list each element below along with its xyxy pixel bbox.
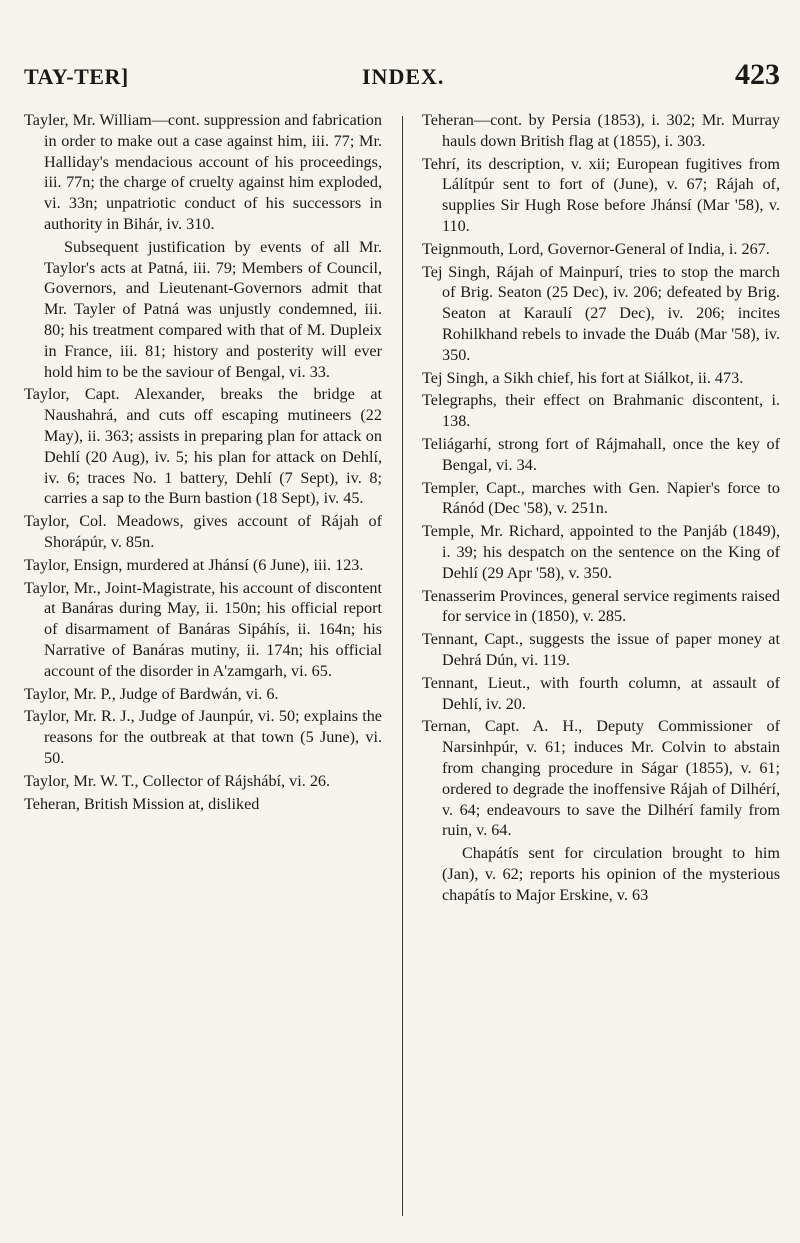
- index-entry: Templer, Capt., marches with Gen. Napier's force to Ránód (Dec '58), v. 251n.: [422, 478, 780, 518]
- index-entry: Tennant, Lieut., with fourth column, at assault of Dehlí, iv. 20.: [422, 673, 780, 713]
- running-head-range: TAY-TER]: [24, 64, 129, 89]
- index-entry: Taylor, Mr. P., Judge of Bardwán, vi. 6.: [24, 684, 279, 703]
- index-entry: Telegraphs, their effect on Brahmanic discontent, i. 138.: [422, 391, 780, 431]
- index-entry: Tej Singh, Rájah of Mainpurí, tries to stop the march of Brig. Seaton (25 Dec), iv. 206; defeated by Brig. Seaton at Karaulí (27 Dec), iv. 206; incites Rohilkhand rebels to invade the Duáb (Mar '58), iv. 350.: [422, 262, 780, 364]
- index-entry-continuation: Subsequent justification by events of all Mr. Taylor's acts at Patná, iii. 79; Members of Council, Governors, and Lieutenant-Governors admit that Mr. Tayler of Patná was unjustly condemned, iii. 80; his treatment compared with that of M. Dupleix in France, iii. 81; history and posterity will ever hold him to be the saviour of Bengal, vi. 33.: [44, 237, 382, 381]
- page-header: [24, 58, 780, 100]
- index-entry-continuation: Chapátís sent for circulation brought to him (Jan), v. 62; reports his opinion of the mysterious chapátís to Major Erskine, v. 63: [442, 844, 780, 904]
- index-entry: Tennant, Capt., suggests the issue of paper money at Dehrá Dún, vi. 119.: [422, 630, 780, 669]
- index-entry: Teheran—cont. by Persia (1853), i. 302; Mr. Murray hauls down British flag at (1855), i. 303.: [422, 111, 780, 150]
- page-number: 423: [735, 58, 780, 91]
- left-column: [24, 110, 382, 1210]
- index-entry: Temple, Mr. Richard, appointed to the Panjáb (1849), i. 39; his despatch on the sentence on the King of Dehlí (29 Apr '58), v. 350.: [422, 522, 780, 582]
- index-entry: Taylor, Mr., Joint-Magistrate, his account of discontent at Banáras during May, ii. 150n; his official report of disarmament of Banáras Sipáhís, ii. 164n; his Narrative of Banáras mutiny, ii. 174n; his official account of the disorder in A'zamgarh, vi. 65.: [24, 578, 382, 680]
- index-entry: Taylor, Ensign, murdered at Jhánsí (6 June), iii. 123.: [24, 555, 364, 574]
- column-divider: [402, 116, 403, 1216]
- index-entry: Taylor, Capt. Alexander, breaks the bridge at Naushahrá, and cuts off escaping mutineers (22 May), ii. 363; assists in preparing plan for attack on Dehlí (20 Aug), iv. 5; his plan for attack on Dehlí, iv. 6; traces No. 1 battery, Dehlí (7 Sept), iv. 8; carries a sap to the Burn bastion (18 Sept), iv. 45.: [24, 385, 382, 508]
- index-entry: Tej Singh, a Sikh chief, his fort at Siálkot, ii. 473.: [422, 368, 744, 387]
- index-entry: Tayler, Mr. William—cont. suppression and fabrication in order to make out a case against him, iii. 77; Mr. Halliday's mendacious account of his proceedings, iii. 77n; the charge of cruelty against him exploded, vi. 33n; unpatriotic conduct of his successors in authority in Bihár, iv. 310.: [24, 111, 382, 233]
- index-entry: Taylor, Mr. R. J., Judge of Jaunpúr, vi. 50; explains the reasons for the outbreak at that town (5 June), vi. 50.: [24, 707, 382, 767]
- index-entry: Taylor, Mr. W. T., Collector of Rájshábí, vi. 26.: [24, 771, 331, 790]
- index-entry: Ternan, Capt. A. H., Deputy Commissioner of Narsinhpúr, v. 61; induces Mr. Colvin to abstain from changing procedure in Ságar (1855), v. 61; ordered to degrade the inoffensive Rájah of Dilhérí, v. 64; endeavours to save the Dilhérí family from ruin, v. 64.: [422, 717, 780, 840]
- index-entry: Tehrí, its description, v. xii; European fugitives from Lálítpúr sent to fort of (June), v. 67; Rájah of, supplies Sir Hugh Rose before Jhánsí (Mar '58), v. 110.: [422, 154, 780, 235]
- index-entry: Teliágarhí, strong fort of Rájmahall, once the key of Bengal, vi. 34.: [422, 434, 780, 474]
- index-entry: Teheran, British Mission at, disliked: [24, 794, 260, 813]
- index-entry: Tenasserim Provinces, general service regiments raised for service in (1850), v. 285.: [422, 586, 780, 626]
- index-entry: Teignmouth, Lord, Governor-General of India, i. 267.: [422, 239, 770, 258]
- right-column: [422, 110, 780, 1210]
- index-columns: [24, 110, 780, 1220]
- index-entry: Taylor, Col. Meadows, gives account of Rájah of Shorápúr, v. 85n.: [24, 512, 382, 551]
- running-head-title: INDEX.: [362, 64, 445, 89]
